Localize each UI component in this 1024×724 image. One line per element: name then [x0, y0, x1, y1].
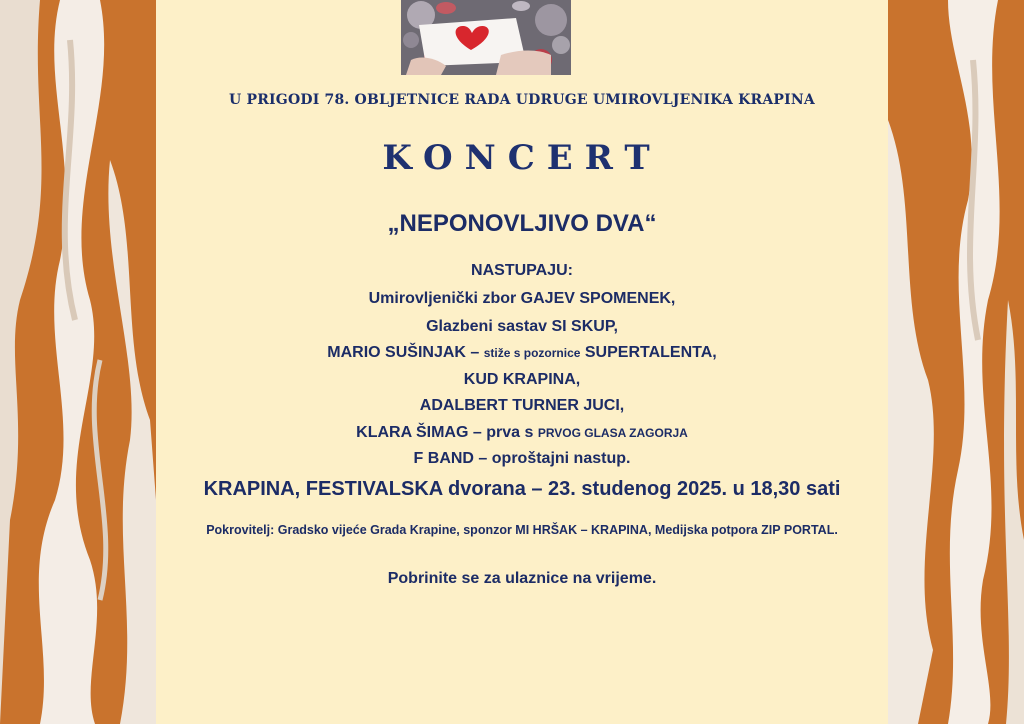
right-curtain-decoration — [888, 0, 1024, 724]
event-subtitle: U PRIGODI 78. OBLJETNICE RADA UDRUGE UMIROVLJENIKA KRAPINA — [229, 92, 815, 108]
performer-tail: SUPERTALENTA, — [580, 344, 717, 361]
performer-main: F BAND – oproštajni nastup. — [413, 450, 631, 467]
performer-line — [156, 424, 888, 442]
performer-main: Umirovljenički zbor GAJEV SPOMENEK, — [368, 290, 676, 307]
heart-card-photo — [401, 0, 571, 75]
performer-line — [156, 344, 888, 362]
performer-main: ADALBERT TURNER JUCI, — [419, 397, 625, 414]
page-title: KONCERT — [382, 138, 662, 178]
performer-main: Glazbeni sastav SI SKUP, — [426, 318, 618, 335]
concert-name: „NEPONOVLJIVO DVA“ — [387, 210, 657, 237]
performer-note: stiže s pozornice — [483, 346, 581, 360]
venue-date-time: KRAPINA, FESTIVALSKA dvorana – 23. studenog 2025. u 18,30 sati — [203, 478, 841, 500]
performer-main: MARIO SUŠINJAK – — [327, 344, 484, 361]
tickets-note: Pobrinite se za ulaznice na vrijeme. — [387, 570, 657, 587]
performer-line — [156, 290, 888, 308]
performer-main: KUD KRAPINA, — [463, 371, 581, 388]
performer-line — [156, 371, 888, 389]
performer-note: PRVOG GLASA ZAGORJA — [537, 426, 688, 440]
performers-heading: NASTUPAJU: — [471, 262, 573, 279]
performer-line — [156, 450, 888, 468]
performer-line — [156, 397, 888, 415]
poster-panel — [156, 0, 888, 724]
performer-main: KLARA ŠIMAG – prva s — [356, 424, 538, 441]
performer-line — [156, 318, 888, 336]
left-curtain-decoration — [0, 0, 156, 724]
sponsor-info: Pokrovitelj: Gradsko vijeće Grada Krapine, sponzor MI HRŠAK – KRAPINA, Medijska potpora ZIP PORTAL. — [206, 523, 838, 537]
